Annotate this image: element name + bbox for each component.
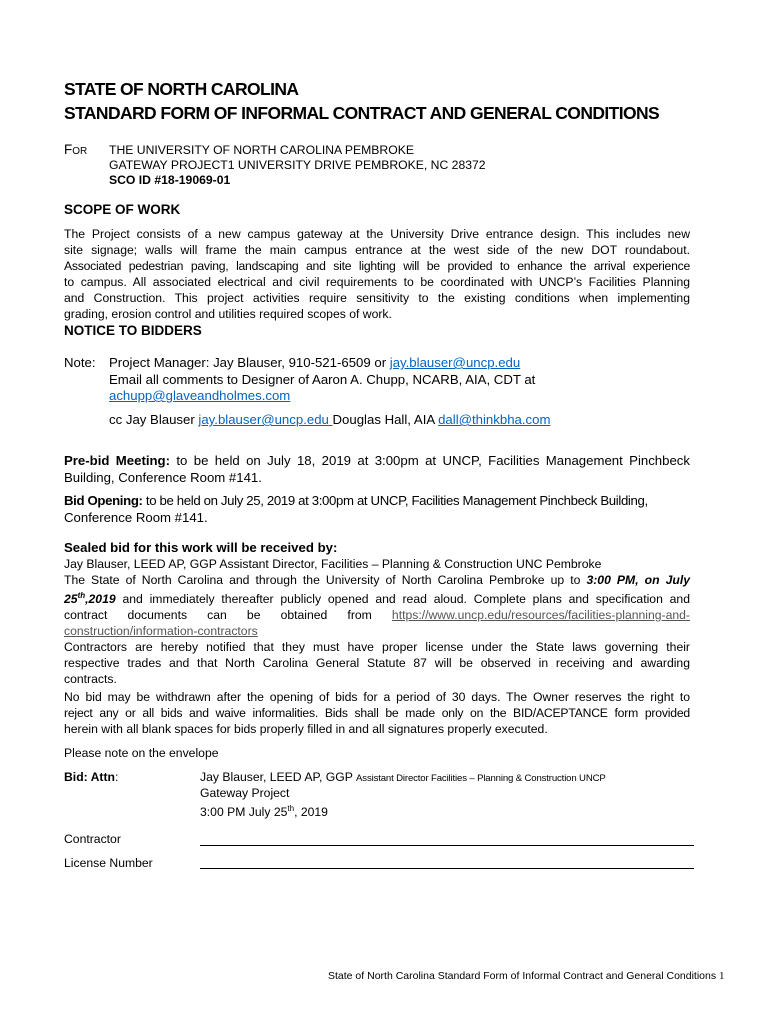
contractor-label: Contractor [64, 832, 121, 846]
page-number: 1 [719, 970, 725, 982]
bid-attn-label: Bid: Attn: [64, 770, 119, 784]
license-line: respective trades and that North Carolina General Statute 87 will be observed in receiving and awarding [64, 656, 690, 671]
bid-attn-time: 3:00 PM July 25th, 2019 [200, 804, 328, 820]
sealed-line-1: Jay Blauser, LEED AP, GGP Assistant Director, Facilities – Planning & Construction UNC Pembroke [64, 557, 602, 571]
withdraw-line: No bid may be withdrawn after the opening of bids for a period of 30 days. The Owner reserves the right to [64, 690, 690, 704]
university-name: THE UNIVERSITY OF NORTH CAROLINA PEMBROKE [109, 143, 414, 157]
license-number-label: License Number [64, 856, 153, 870]
designer-email-line [109, 388, 290, 405]
envelope-note: Please note on the envelope [64, 746, 219, 760]
page-footer [328, 970, 725, 982]
prebid-line-1: Pre-bid Meeting: to be held on July 18, 2019 at 3:00pm at UNCP, Facilities Management Pinchbeck [64, 453, 690, 468]
scope-line: The Project consists of a new campus gateway at the University Drive entrance design. This includes new [64, 227, 690, 241]
sco-id: SCO ID #18-19069-01 [109, 173, 231, 187]
license-line: contracts. [64, 672, 117, 687]
sealed-line-3: 25th,2019 and immediately thereafter publicly opened and read aloud. Complete plans and specification and [64, 591, 690, 607]
footer-text: State of North Carolina Standard Form of Informal Contract and General Conditions [328, 970, 720, 982]
document-title-line-1: STATE OF NORTH CAROLINA [64, 79, 299, 99]
cc-email-link-1[interactable]: jay.blauser@uncp.edu [198, 412, 333, 427]
cc-line [109, 412, 550, 429]
cc-email-link-2[interactable]: dall@thinkbha.com [438, 412, 551, 427]
bid-opening-paragraph [64, 493, 690, 526]
license-line: Contractors are hereby notified that they must have proper license under the State laws governing their [64, 640, 690, 655]
scope-line: Associated pedestrian paving, landscaping and site lighting will be provided to enhance the arrival experience [64, 259, 690, 273]
bid-attn-project: Gateway Project [200, 786, 290, 800]
withdraw-line: reject any or all bids and waive informalities. Bids shall be made only on the BID/ACEPTANCE form provided [64, 706, 690, 720]
sealed-line-5 [64, 623, 690, 639]
withdraw-paragraph [64, 689, 690, 737]
cc-text-2: Douglas Hall, AIA [332, 412, 439, 427]
bid-attn-name: Jay Blauser, LEED AP, GGP Assistant Director Facilities – Planning & Construction UNCP [200, 770, 606, 784]
sealed-line-4: contract documents can be obtained from https://www.uncp.edu/resources/facilities-planning-and- [64, 608, 690, 623]
designer-email-link[interactable]: achupp@glaveandholmes.com [109, 388, 291, 403]
prebid-paragraph [64, 453, 690, 486]
for-label: FOR [64, 142, 88, 157]
prebid-label: Pre-bid Meeting: [64, 453, 171, 468]
pm-email-link[interactable]: jay.blauser@uncp.edu [389, 355, 521, 370]
project-manager-text: Project Manager: Jay Blauser, 910-521-6509 or [109, 355, 390, 370]
note-label: Note: [64, 355, 96, 370]
scope-line: grading, erosion control and utilities required scopes of work. [64, 307, 392, 321]
document-title-line-2: STANDARD FORM OF INFORMAL CONTRACT AND GENERAL CONDITIONS [64, 103, 660, 123]
sealed-bid-paragraph [64, 556, 690, 687]
scope-line: and Construction. This project activities require sensitivity to the existing conditions when implementing [64, 291, 690, 305]
scope-paragraph [64, 226, 690, 322]
project-address: GATEWAY PROJECT1 UNIVERSITY DRIVE PEMBROKE, NC 28372 [109, 158, 486, 172]
notice-heading: NOTICE TO BIDDERS [64, 323, 202, 338]
prebid-line-2: Building, Conference Room #141. [64, 469, 262, 485]
sealed-line-2: The State of North Carolina and through the University of North Carolina Pembroke up to 3:00 PM, on July [64, 573, 690, 587]
withdraw-line: herein with all blank spaces for bids properly filled in and all signatures properly executed. [64, 722, 548, 736]
bid-opening-line-1: Bid Opening: to be held on July 25, 2019 at 3:00pm at UNCP, Facilities Management Pinchbeck Building, [64, 493, 648, 508]
sealed-bid-heading: Sealed bid for this work will be received by: [64, 540, 338, 555]
cc-text: cc Jay Blauser [109, 412, 199, 427]
contractor-blank-line[interactable] [200, 845, 694, 846]
plans-url-link-part-2[interactable]: construction/information-contractors [64, 624, 258, 639]
scope-line: site signage; walls will frame the main campus entrance at the west side of the new DOT roundabout. [64, 243, 690, 257]
scope-heading: SCOPE OF WORK [64, 202, 181, 217]
license-number-blank-line[interactable] [200, 868, 694, 869]
bid-opening-line-2: Conference Room #141. [64, 509, 208, 525]
plans-url-link-part-1[interactable]: https://www.uncp.edu/resources/facilities-planning-and- [391, 608, 690, 623]
bid-opening-label: Bid Opening: [64, 493, 143, 508]
scope-line: to campus. All associated electrical and civil requirements to be coordinated with UNCP’s Facilities Planning [64, 275, 690, 289]
comments-line: Email all comments to Designer of Aaron A. Chupp, NCARB, AIA, CDT at [109, 372, 536, 387]
project-manager-line [109, 355, 520, 372]
